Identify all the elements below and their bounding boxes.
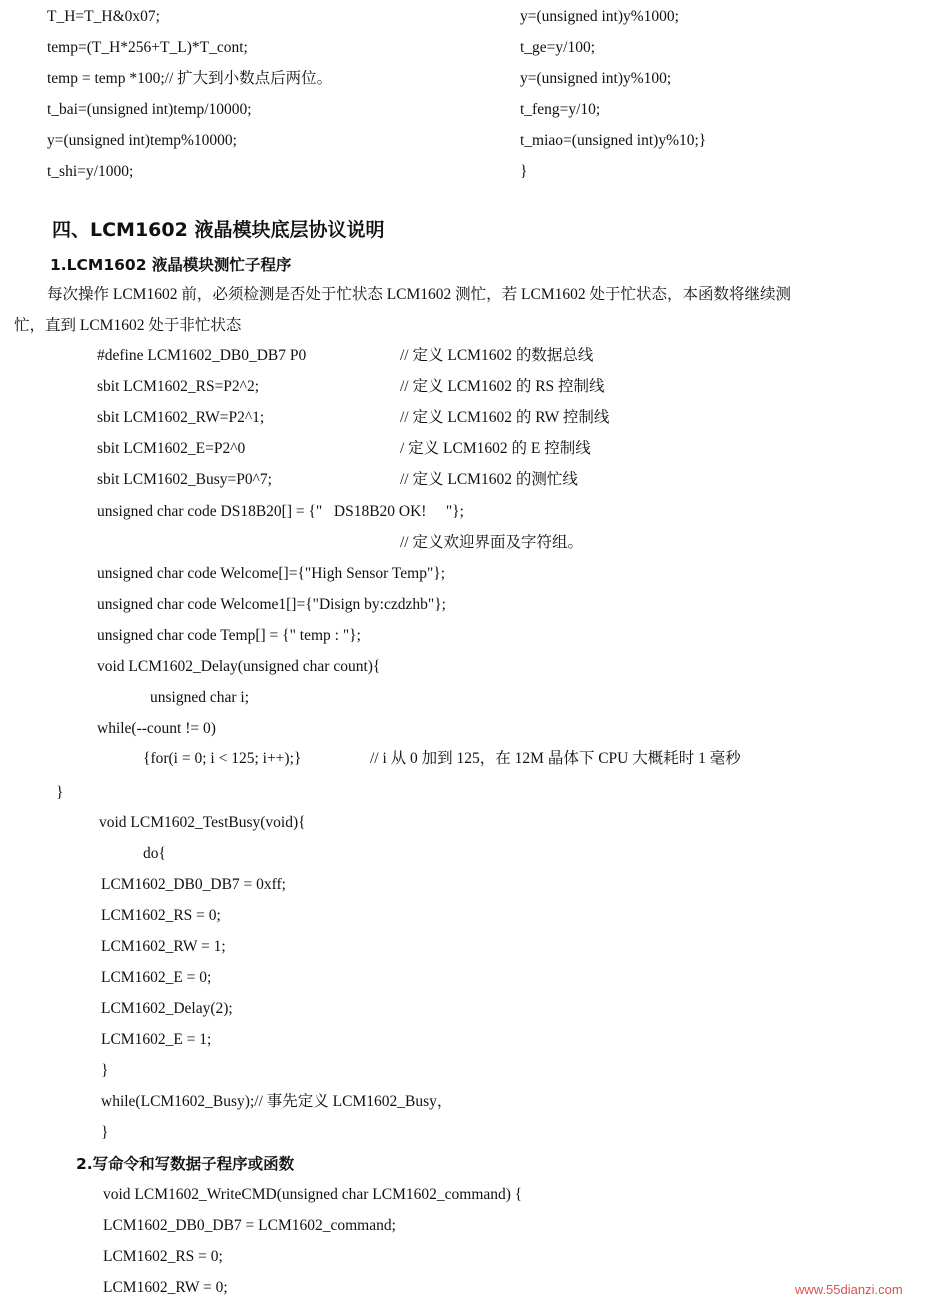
code-line: LCM1602_RS = 0; — [103, 1248, 223, 1265]
code-line: LCM1602_RS = 0; — [101, 907, 221, 924]
code-line: LCM1602_Delay(2); — [101, 1000, 233, 1017]
code-line: } — [520, 163, 528, 180]
ds18b20-comment: // 定义欢迎界面及字符组。 — [400, 534, 583, 551]
define-code: sbit LCM1602_RS=P2^2; — [97, 378, 260, 395]
code-line: temp = temp *100;// 扩大到小数点后两位。 — [47, 70, 333, 87]
define-comment: // 定义 LCM1602 的数据总线 — [400, 347, 594, 364]
code-line: LCM1602_RW = 1; — [101, 938, 226, 955]
code-line: unsigned char i; — [150, 689, 250, 706]
code-comment: // i 从 0 加到 125，在 12M 晶体下 CPU 大概耗时 1 毫秒 — [370, 750, 741, 767]
define-code: #define LCM1602_DB0_DB7 P0 — [97, 347, 307, 364]
site-watermark: www.55dianzi.com — [795, 1282, 903, 1297]
ds18b20-array-line: unsigned char code DS18B20[] = {" DS18B20 OK! "}; — [97, 503, 464, 520]
code-line: void LCM1602_TestBusy(void){ — [99, 814, 306, 831]
code-line: LCM1602_RW = 0; — [103, 1279, 228, 1296]
code-line: t_miao=(unsigned int)y%10;} — [520, 132, 707, 149]
intro-line-2: 忙，直到 LCM1602 处于非忙状态 — [14, 317, 242, 334]
subsection-title-2: 2.写命令和写数据子程序或函数 — [76, 1155, 295, 1173]
code-line: t_bai=(unsigned int)temp/10000; — [47, 101, 252, 118]
code-line: y=(unsigned int)y%100; — [520, 70, 672, 87]
code-line: } — [101, 1124, 109, 1141]
section-title: 四、LCM1602 液晶模块底层协议说明 — [52, 219, 385, 241]
code-line: } — [56, 784, 64, 801]
code-line: LCM1602_DB0_DB7 = LCM1602_command; — [103, 1217, 396, 1234]
code-line: while(--count != 0) — [97, 720, 216, 737]
code-line: t_feng=y/10; — [520, 101, 601, 118]
code-line: void LCM1602_WriteCMD(unsigned char LCM1602_command) { — [103, 1186, 523, 1203]
code-line: LCM1602_E = 1; — [101, 1031, 212, 1048]
code-line: {for(i = 0; i < 125; i++);} — [143, 750, 302, 767]
intro-line-1: 每次操作 LCM1602 前，必须检测是否处于忙状态 LCM1602 测忙，若 LCM1602 处于忙状态，本函数将继续测 — [47, 286, 792, 303]
code-line: unsigned char code Welcome[]={"High Sensor Temp"}; — [97, 565, 446, 582]
code-line: temp=(T_H*256+T_L)*T_cont; — [47, 39, 248, 56]
define-code: sbit LCM1602_RW=P2^1; — [97, 409, 265, 426]
define-comment: // 定义 LCM1602 的 RW 控制线 — [400, 409, 610, 426]
code-line: void LCM1602_Delay(unsigned char count){ — [97, 658, 381, 675]
code-line: t_ge=y/100; — [520, 39, 596, 56]
code-line: LCM1602_DB0_DB7 = 0xff; — [101, 876, 286, 893]
define-comment: // 定义 LCM1602 的 RS 控制线 — [400, 378, 605, 395]
define-code: sbit LCM1602_Busy=P0^7; — [97, 471, 272, 488]
define-code: sbit LCM1602_E=P2^0 — [97, 440, 246, 457]
code-line: while(LCM1602_Busy);// 事先定义 LCM1602_Busy， — [101, 1093, 453, 1110]
code-line: unsigned char code Welcome1[]={"Disign by:czdzhb"}; — [97, 596, 446, 613]
code-line: } — [101, 1062, 109, 1079]
code-line: LCM1602_E = 0; — [101, 969, 212, 986]
code-line: y=(unsigned int)temp%10000; — [47, 132, 237, 149]
code-line: do{ — [143, 845, 166, 862]
code-line: T_H=T_H&0x07; — [47, 8, 160, 25]
define-comment: / 定义 LCM1602 的 E 控制线 — [400, 440, 591, 457]
code-line: t_shi=y/1000; — [47, 163, 134, 180]
code-line: y=(unsigned int)y%1000; — [520, 8, 679, 25]
subsection-title-1: 1.LCM1602 液晶模块测忙子程序 — [50, 256, 292, 274]
define-comment: // 定义 LCM1602 的测忙线 — [400, 471, 578, 488]
code-line: unsigned char code Temp[] = {" temp : "}; — [97, 627, 361, 644]
